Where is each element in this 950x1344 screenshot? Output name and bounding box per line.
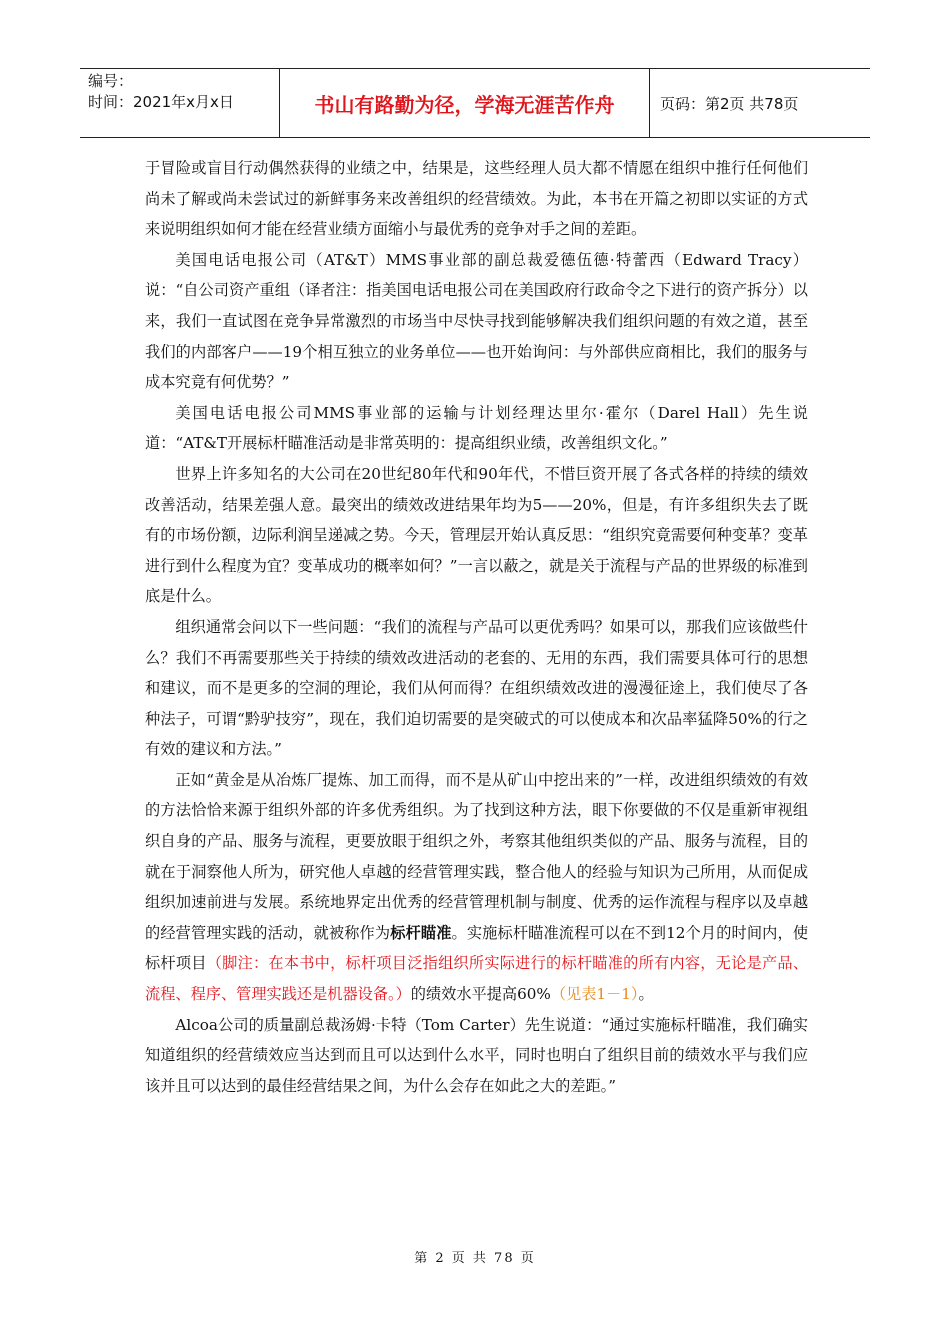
header-info-cell <box>80 69 280 137</box>
paragraph-6-text-b: 。实施标杆瞄准流程可以在不到12个月的时间内，使标杆项目 <box>145 923 809 973</box>
page-header <box>80 68 870 138</box>
body-text <box>145 153 808 1101</box>
paragraph-2: 美国电话电报公司（AT&T）MMS事业部的副总裁爱德伍德·特蕾西（Edward Tracy）说：“自公司资产重组（译者注：指美国电话电报公司在美国政府行政命令之下进行的资产拆分）以来，我们一直试图在竞争异常激烈的市场当中尽快寻找到能够解决我们组织问题的有效之道，甚至我们的内部客户——19个相互独立的业务单位——也开始询问：与外部供应商相比，我们的服务与成本究竟有何优势？” <box>145 250 808 392</box>
paragraph-6 <box>145 765 808 1010</box>
footnote-text: （脚注：在本书中，标杆项目泛指组织所实际进行的标杆瞄准的所有内容，无论是产品、流程、程序、管理实践还是机器设备。） <box>145 954 809 1004</box>
page-footer: 第 2 页 共 78 页 <box>414 1251 536 1266</box>
page-number-label: 页码：第2页 共78页 <box>660 94 799 113</box>
paragraph-6-text-a: 正如“黄金是从冶炼厂提炼、加工而得，而不是从矿山中挖出来的”一样，改进组织绩效的有效的方法恰恰来源于组织外部的许多优秀组织。为了找到这种方法，眼下你要做的不仅是重新审视组织自身的产品、服务与流程，更要放眼于组织之外，考察其他组织类似的产品、服务与流程，目的就在于洞察他人所为，研究他人卓越的经营管理实践，整合他人的经验与知识为己所用，从而促成组织加速前进与发展。系统地界定出优秀的经营管理机制与制度、优秀的运作流程与程序以及卓越的经营管理实践的活动，就被称作为 <box>145 770 808 942</box>
paragraph-4: 世界上许多知名的大公司在20世纪80年代和90年代，不惜巨资开展了各式各样的持续的绩效改善活动，结果差强人意。最突出的绩效改进结果年均为5——20%，但是，有许多组织失去了既有的市场份额，边际利润呈递减之势。今天，管理层开始认真反思：“组织究竟需要何种变革？变革进行到什么程度为宜？变革成功的概率如何？”一言以蔽之，就是关于流程与产品的世界级的标准到底是什么。 <box>145 464 808 606</box>
paragraph-1: 于冒险或盲目行动偶然获得的业绩之中，结果是，这些经理人员大都不情愿在组织中推行任何他们尚未了解或尚未尝试过的新鲜事务来改善组织的经营绩效。为此，本书在开篇之初即以实证的方式来说明组织如何才能在经营业绩方面缩小与最优秀的竞争对手之间的差距。 <box>145 159 808 239</box>
motto: 书山有路勤为径，学海无涯苦作舟 <box>280 69 650 137</box>
table-reference-link[interactable]: （见表1－1） <box>550 985 639 1004</box>
paragraph-7: Alcoa公司的质量副总裁汤姆·卡特（Tom Carter）先生说道：“通过实施标杆瞄准，我们确实知道组织的经营绩效应当达到而且可以达到什么水平，同时也明白了组织目前的绩效水平与我们应该并且可以达到的最佳经营结果之间，为什么会存在如此之大的差距。” <box>145 1015 808 1095</box>
paragraph-3: 美国电话电报公司MMS事业部的运输与计划经理达里尔·霍尔（Darel Hall）先生说道：“AT&T开展标杆瞄准活动是非常英明的：提高组织业绩，改善组织文化。” <box>145 403 808 453</box>
time-label: 时间：2021年x月x日 <box>88 93 234 111</box>
paragraph-5: 组织通常会问以下一些问题：“我们的流程与产品可以更优秀吗？如果可以，那我们应该做些什么？我们不再需要那些关于持续的绩效改进活动的老套的、无用的东西，我们需要具体可行的思想和建议，而不是更多的空洞的理论，我们从何而得？在组织绩效改进的漫漫征途上，我们使尽了各种法子，可谓“黔驴技穷”，现在，我们迫切需要的是突破式的可以使成本和次品率猛降50%的行之有效的建议和方法。” <box>145 617 808 759</box>
paragraph-6-text-c: 的绩效水平提高60% <box>410 985 551 1004</box>
paragraph-6-text-d: 。 <box>638 985 654 1004</box>
benchmarking-term: 标杆瞄准 <box>390 923 452 942</box>
number-label: 编号： <box>88 72 134 90</box>
